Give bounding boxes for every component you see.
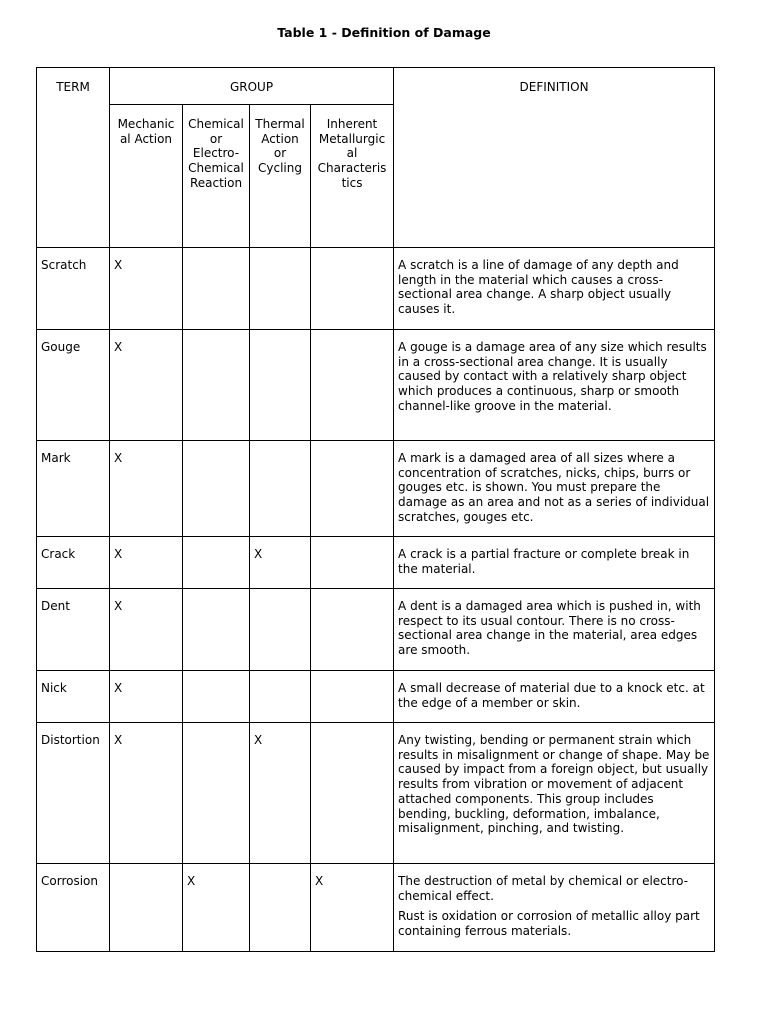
- group-mark-cell: [250, 671, 311, 723]
- definition-text: A dent is a damaged area which is pushed in, with respect to its usual contour. There is no cross-sectional area change in the material, area edges are smooth.: [398, 599, 701, 658]
- group-mark-cell: X: [110, 723, 183, 864]
- group-mark-cell: X: [250, 537, 311, 589]
- term-cell: Crack: [37, 537, 110, 589]
- table-row: [37, 330, 715, 441]
- term-header: TERM: [37, 68, 110, 248]
- table-row: [37, 723, 715, 864]
- term-cell: Scratch: [37, 248, 110, 330]
- group-mark-cell: X: [110, 589, 183, 671]
- header-row: [37, 68, 715, 105]
- group-mark-cell: [311, 330, 394, 441]
- group-mark-cell: [183, 537, 250, 589]
- group-mark-cell: X: [110, 441, 183, 537]
- group-mark-cell: [311, 537, 394, 589]
- group-mark-cell: X: [110, 330, 183, 441]
- mechanical-action-header: Mechanic al Action: [110, 105, 183, 248]
- group-mark-cell: [183, 723, 250, 864]
- table-row: [37, 589, 715, 671]
- table-title: Table 1 - Definition of Damage: [277, 25, 491, 40]
- definition-cell: [394, 723, 715, 864]
- definition-text: A small decrease of material due to a knock etc. at the edge of a member or skin.: [398, 681, 705, 710]
- group-mark-cell: X: [311, 864, 394, 952]
- group-mark-cell: [183, 248, 250, 330]
- thermal-action-header: Thermal Action or Cycling: [250, 105, 311, 248]
- term-cell: Gouge: [37, 330, 110, 441]
- group-mark-cell: [250, 864, 311, 952]
- table-row: [37, 248, 715, 330]
- group-mark-cell: [110, 864, 183, 952]
- table-row: [37, 671, 715, 723]
- metallurgical-header: Inherent Metallurgic al Characteris tics: [311, 105, 394, 248]
- table-row: [37, 441, 715, 537]
- table-row: [37, 537, 715, 589]
- definition-text: Any twisting, bending or permanent strain which results in misalignment or change of shape. May be caused by impact from a foreign object, but usually results from vibration or movement of adjacent attached components. This group includes bending, buckling, deformation, imbalance, misalignment, pinching, and twisting.: [398, 733, 710, 836]
- group-mark-cell: [250, 589, 311, 671]
- definition-cell: [394, 537, 715, 589]
- group-mark-cell: [250, 330, 311, 441]
- definition-cell: [394, 441, 715, 537]
- definition-text: Rust is oxidation or corrosion of metallic alloy part containing ferrous materials.: [398, 909, 700, 939]
- group-mark-cell: X: [110, 537, 183, 589]
- definition-header: DEFINITION: [394, 68, 715, 248]
- group-mark-cell: [183, 671, 250, 723]
- table-row: [37, 864, 715, 952]
- term-cell: Nick: [37, 671, 110, 723]
- group-mark-cell: [250, 248, 311, 330]
- definition-cell: [394, 864, 715, 952]
- group-mark-cell: [311, 248, 394, 330]
- group-mark-cell: X: [110, 248, 183, 330]
- group-mark-cell: X: [250, 723, 311, 864]
- group-mark-cell: [311, 441, 394, 537]
- term-cell: Corrosion: [37, 864, 110, 952]
- group-mark-cell: [183, 330, 250, 441]
- definition-text: A mark is a damaged area of all sizes where a concentration of scratches, nicks, chips, burrs or gouges etc. is shown. You must prepare the damage as an area and not as a series of individual scratches, gouges etc.: [398, 451, 710, 524]
- definition-cell: [394, 248, 715, 330]
- definition-text: A scratch is a line of damage of any depth and length in the material which causes a cross-sectional area change. A sharp object usually causes it.: [398, 258, 679, 317]
- group-mark-cell: [311, 589, 394, 671]
- group-mark-cell: [311, 723, 394, 864]
- definition-cell: [394, 671, 715, 723]
- term-cell: Mark: [37, 441, 110, 537]
- definition-cell: [394, 330, 715, 441]
- definition-text: The destruction of metal by chemical or electro-chemical effect.: [398, 874, 689, 903]
- group-mark-cell: [311, 671, 394, 723]
- definition-text: A gouge is a damage area of any size which results in a cross-sectional area change. It is usually caused by contact with a relatively sharp object which produces a continuous, sharp or smooth channel-like groove in the material.: [398, 340, 707, 413]
- damage-definition-table: [36, 67, 715, 952]
- group-mark-cell: [183, 589, 250, 671]
- term-cell: Dent: [37, 589, 110, 671]
- term-cell: Distortion: [37, 723, 110, 864]
- group-mark-cell: [250, 441, 311, 537]
- group-mark-cell: X: [183, 864, 250, 952]
- group-mark-cell: [183, 441, 250, 537]
- group-header: GROUP: [110, 68, 394, 105]
- chemical-reaction-header: Chemical or Electro- Chemical Reaction: [183, 105, 250, 248]
- definition-cell: [394, 589, 715, 671]
- group-mark-cell: X: [110, 671, 183, 723]
- definition-text: A crack is a partial fracture or complete break in the material.: [398, 547, 690, 576]
